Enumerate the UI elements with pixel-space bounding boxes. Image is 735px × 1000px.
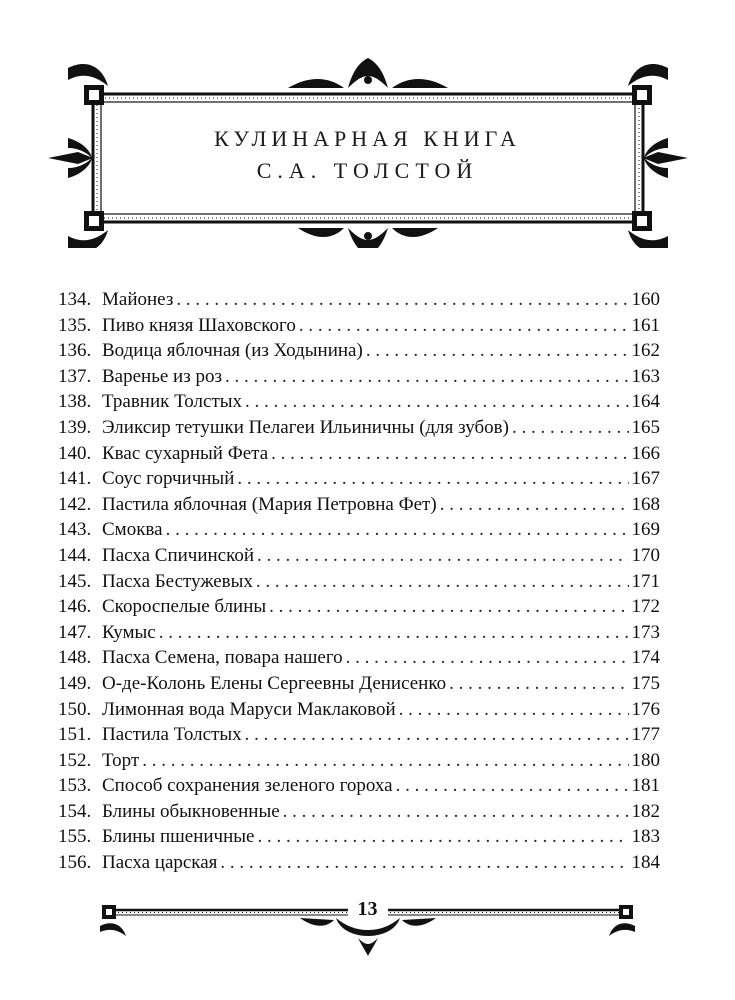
toc-entry [58,543,660,569]
entry-number: 148. [58,647,92,669]
entry-number: 151. [58,724,92,746]
dot-leader [271,441,628,467]
table-of-contents [58,287,660,876]
entry-title: Скороспелые блины [102,596,267,618]
entry-number: 146. [58,596,92,618]
dot-leader [299,313,629,339]
entry-page: 168 [631,493,660,515]
dot-leader [396,773,629,799]
toc-entry [58,389,660,415]
entry-title: Водица яблочная (из Ходынина) [102,340,363,362]
entry-number: 138. [58,391,92,413]
entry-page: 177 [631,724,660,746]
entry-title: Пасха Семена, повара нашего [102,647,343,669]
entry-page: 170 [631,544,660,566]
toc-entry [58,441,660,467]
entry-title: Пасха Спичинской [102,544,255,566]
entry-number: 149. [58,672,92,694]
dot-leader [256,569,629,595]
toc-entry [58,415,660,441]
entry-number: 150. [58,698,92,720]
entry-page: 180 [631,749,660,771]
toc-entry [58,313,660,339]
entry-title: Пиво князя Шаховского [102,314,296,336]
dot-leader [399,697,629,723]
page-number: 13 [357,898,378,920]
entry-page: 163 [631,365,660,387]
dot-leader [283,799,629,825]
toc-entry [58,569,660,595]
dot-leader [237,466,628,492]
entry-page: 160 [631,289,660,310]
book-author: С.А. ТОЛСТОЙ [256,158,479,183]
entry-title: Варенье из роз [102,365,222,387]
dot-leader [176,287,628,313]
entry-page: 174 [631,647,660,669]
book-title: КУЛИНАРНАЯ КНИГА [214,126,521,151]
toc-entry [58,773,660,799]
entry-page: 167 [631,468,660,490]
entry-number: 136. [58,340,92,362]
entry-number: 147. [58,621,92,643]
entry-title: Торт [102,749,140,771]
entry-title: Пастила яблочная (Мария Петровна Фет) [102,493,437,515]
toc-entry [58,492,660,518]
dot-leader [269,594,628,620]
entry-page: 184 [631,852,660,874]
dot-leader [440,492,629,518]
dot-leader [159,620,629,646]
entry-number: 135. [58,314,92,336]
entry-number: 142. [58,493,92,515]
dot-leader [166,517,629,543]
toc-entry [58,287,660,313]
dot-leader [142,748,628,774]
toc-entry [58,645,660,671]
entry-title: Смоква [102,519,163,541]
toc-entry [58,364,660,390]
entry-page: 175 [631,672,660,694]
entry-title: Пасха царская [102,852,218,874]
dot-leader [366,338,629,364]
entry-page: 164 [631,391,660,413]
toc-entry [58,338,660,364]
entry-page: 161 [631,314,660,336]
entry-title: Лимонная вода Маруси Маклаковой [102,698,396,720]
entry-page: 162 [631,340,660,362]
header-ornamental-frame [48,58,688,248]
entry-page: 173 [631,621,660,643]
entry-title: Блины обыкновенные [102,800,280,822]
toc-entry [58,748,660,774]
toc-entry [58,594,660,620]
entry-page: 169 [631,519,660,541]
entry-number: 152. [58,749,92,771]
entry-title: Квас сухарный Фета [102,442,269,464]
entry-number: 155. [58,826,92,848]
entry-number: 141. [58,468,92,490]
entry-number: 144. [58,544,92,566]
toc-entry [58,722,660,748]
entry-page: 176 [631,698,660,720]
entry-page: 183 [631,826,660,848]
dot-leader [245,389,628,415]
entry-title: Майонез [102,289,174,310]
dot-leader [449,671,628,697]
entry-page: 166 [631,442,660,464]
entry-number: 134. [58,289,92,310]
toc-entry [58,620,660,646]
dot-leader [346,645,629,671]
entry-title: О-де-Колонь Елены Сергеевны Денисенко [102,672,447,694]
entry-page: 172 [631,596,660,618]
toc-entry [58,799,660,825]
toc-entry [58,671,660,697]
dot-leader [257,824,628,850]
entry-title: Блины пшеничные [102,826,255,848]
entry-title: Травник Толстых [102,391,243,413]
entry-title: Пасха Бестужевых [102,570,253,592]
entry-number: 137. [58,365,92,387]
entry-number: 140. [58,442,92,464]
entry-page: 182 [631,800,660,822]
entry-page: 181 [631,775,660,797]
toc-entry [58,697,660,723]
entry-title: Пастила Толстых [102,724,242,746]
entry-number: 145. [58,570,92,592]
dot-leader [225,364,629,390]
dot-leader [245,722,629,748]
entry-number: 139. [58,416,92,438]
toc-entry [58,466,660,492]
entry-title: Кумыс [102,621,156,643]
dot-leader [220,850,628,876]
toc-entry [58,850,660,876]
toc-entry [58,824,660,850]
entry-number: 153. [58,775,92,797]
toc-entry [58,517,660,543]
entry-page: 165 [631,416,660,438]
entry-title: Эликсир тетушки Пелагеи Ильиничны (для зубов) [102,416,509,438]
entry-page: 171 [631,570,660,592]
entry-number: 156. [58,852,92,874]
entry-title: Соус горчичный [102,468,235,490]
entry-title: Способ сохранения зеленого гороха [102,775,393,797]
dot-leader [512,415,629,441]
entry-number: 143. [58,519,92,541]
dot-leader [257,543,628,569]
entry-number: 154. [58,800,92,822]
